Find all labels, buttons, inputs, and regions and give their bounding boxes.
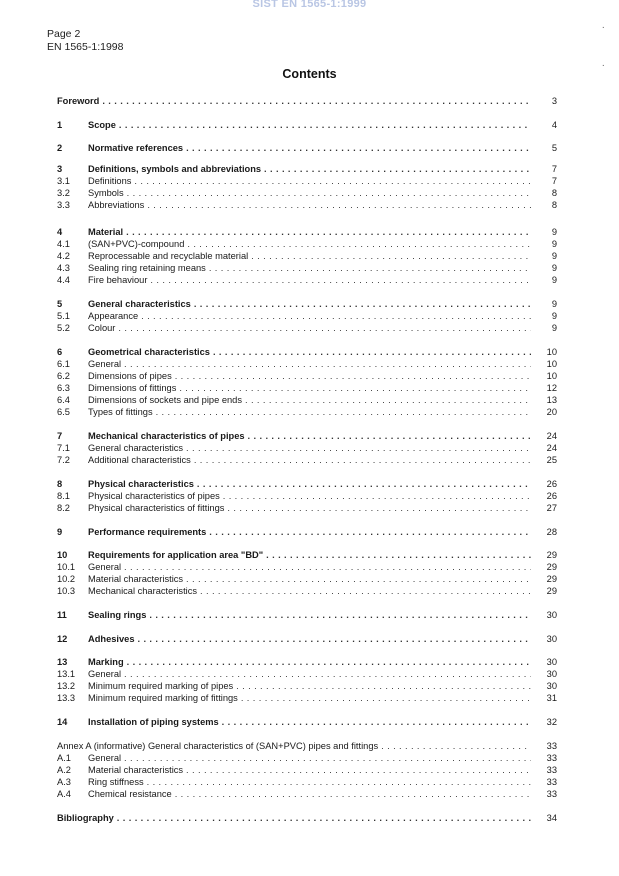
toc-entry-title: Definitions, symbols and abbreviations . . .: [88, 163, 531, 176]
toc-entry-page: 24: [546, 443, 557, 453]
toc-entry-number: 3: [57, 164, 63, 174]
toc-entry-number: 7.1: [57, 443, 70, 453]
toc-entry-page: 8: [551, 188, 557, 198]
toc-entry-title: Types of fittings . . .: [88, 406, 531, 419]
toc-entry: [57, 609, 557, 622]
toc-entry-title: (SAN+PVC)-compound . . .: [88, 238, 531, 251]
toc-entry-number: 8.2: [57, 503, 70, 513]
toc-entry-page: 25: [546, 455, 557, 465]
toc-entry-title: Physical characteristics of fittings . . .: [88, 502, 531, 515]
toc-entry-page: 31: [546, 693, 557, 703]
toc-entry-page: 30: [546, 657, 557, 667]
toc-entry-page: 24: [546, 431, 557, 441]
toc-entry-page: 30: [546, 669, 557, 679]
toc-entry-number: A.4: [57, 789, 71, 799]
toc-entry-number: 5: [57, 299, 63, 309]
toc-entry-title: Material . . .: [88, 226, 531, 239]
toc-entry-title: Physical characteristics . . .: [88, 478, 531, 491]
toc-entry-page: 34: [546, 813, 557, 823]
toc-entry-title: Scope . . .: [88, 119, 531, 132]
toc-entry-page: 4: [551, 120, 557, 130]
toc-entry-page: 12: [546, 383, 557, 393]
toc-entry-page: 29: [546, 562, 557, 572]
toc-entry-title: Mechanical characteristics . . .: [88, 585, 531, 598]
toc-entry: [57, 95, 557, 108]
toc-entry-page: 3: [551, 96, 557, 106]
toc-entry-page: 10: [546, 347, 557, 357]
toc-entry-number: 2: [57, 143, 63, 153]
toc-entry-number: 1: [57, 120, 63, 130]
toc-entry-number: 4.2: [57, 251, 70, 261]
toc-entry: [57, 199, 557, 212]
toc-entry-page: 7: [551, 164, 557, 174]
toc-entry-page: 9: [551, 299, 557, 309]
toc-entry-number: 13.2: [57, 681, 76, 691]
toc-entry: [57, 406, 557, 419]
toc-entry-page: 10: [546, 371, 557, 381]
toc-entry: [57, 322, 557, 335]
toc-entry-number: 6.4: [57, 395, 70, 405]
toc-entry-title: Performance requirements . . .: [88, 526, 531, 539]
toc-entry-page: 27: [546, 503, 557, 513]
toc-entry-title: Adhesives . . .: [88, 633, 531, 646]
toc-entry-page: 29: [546, 574, 557, 584]
toc-entry-number: 5.1: [57, 311, 70, 321]
toc-entry-title: Symbols . . .: [88, 187, 531, 200]
toc-entry-title: General . . .: [88, 561, 531, 574]
toc-entry-title: General . . .: [88, 358, 531, 371]
toc-entry: [57, 119, 557, 132]
toc-entry-number: 6.2: [57, 371, 70, 381]
toc-entry-title: General . . .: [88, 668, 531, 681]
toc-entry-page: 9: [551, 263, 557, 273]
toc-entry-number: 8: [57, 479, 63, 489]
toc-entry-title: Requirements for application area "BD" . . .: [88, 549, 531, 562]
toc-entry-page: 32: [546, 717, 557, 727]
toc-entry-number: 4.4: [57, 275, 70, 285]
toc-entry-title: Colour . . .: [88, 322, 531, 335]
toc-entry: [57, 633, 557, 646]
toc-entry: [57, 692, 557, 705]
margin-mark: ·: [601, 22, 605, 33]
toc-entry-title: Dimensions of fittings . . .: [88, 382, 531, 395]
toc-entry-title: Normative references . . .: [88, 142, 531, 155]
toc-entry-page: 7: [551, 176, 557, 186]
toc-entry-number: 3.3: [57, 200, 70, 210]
toc-entry-number: 12: [57, 634, 68, 644]
toc-entry-title: Marking . . .: [88, 656, 531, 669]
toc-entry-page: 9: [551, 311, 557, 321]
toc-entry-number: 13.1: [57, 669, 76, 679]
toc-entry-number: 6: [57, 347, 63, 357]
toc-entry-title: Ring stiffness . . .: [88, 776, 531, 789]
toc-entry-page: 8: [551, 200, 557, 210]
toc-entry-number: 11: [57, 610, 67, 620]
toc-entry-page: 29: [546, 550, 557, 560]
toc-entry-page: 33: [546, 777, 557, 787]
toc-entry-page: 10: [546, 359, 557, 369]
toc-entry-title: Installation of piping systems . . .: [88, 716, 531, 729]
page-number: Page 2: [47, 28, 81, 40]
toc-entry-page: 9: [551, 227, 557, 237]
toc-entry: [57, 812, 557, 825]
toc-entry: [57, 788, 557, 801]
toc-entry-number: 7.2: [57, 455, 70, 465]
toc-entry: [57, 585, 557, 598]
toc-entry-number: A.3: [57, 777, 71, 787]
toc-entry-number: 9: [57, 527, 63, 537]
toc-entry-title: Chemical resistance . . .: [88, 788, 531, 801]
toc-entry-number: A.2: [57, 765, 71, 775]
toc-entry-page: 29: [546, 586, 557, 596]
toc-entry-title: Reprocessable and recyclable material . . .: [88, 250, 531, 263]
toc-entry-number: 6.5: [57, 407, 70, 417]
toc-entry-title: Bibliography . . .: [57, 812, 531, 825]
toc-entry-page: 30: [546, 634, 557, 644]
toc-entry-page: 13: [546, 395, 557, 405]
toc-entry-title: Mechanical characteristics of pipes . . .: [88, 430, 531, 443]
document-id: EN 1565-1:1998: [47, 41, 124, 53]
toc-entry-number: 4.3: [57, 263, 70, 273]
toc-entry-title: Appearance . . .: [88, 310, 531, 323]
toc-entry-title: Additional characteristics . . .: [88, 454, 531, 467]
toc-entry-title: Dimensions of pipes . . .: [88, 370, 531, 383]
toc-entry-title: General . . .: [88, 752, 531, 765]
toc-entry-number: 4: [57, 227, 63, 237]
toc-entry-page: 5: [551, 143, 557, 153]
toc-entry-number: 6.1: [57, 359, 70, 369]
toc-entry-title: Foreword . . .: [57, 95, 531, 108]
toc-entry-title: Definitions . . .: [88, 175, 531, 188]
toc-entry-title: Annex A (informative) General characteristics of (SAN+PVC) pipes and fittings . . .: [57, 740, 531, 753]
toc-entry-page: 9: [551, 239, 557, 249]
toc-entry-number: 13.3: [57, 693, 76, 703]
toc-entry-number: 10.3: [57, 586, 76, 596]
toc-entry-number: 10.1: [57, 562, 76, 572]
toc-entry-title: Material characteristics . . .: [88, 764, 531, 777]
toc-entry-page: 26: [546, 491, 557, 501]
toc-entry-page: 30: [546, 681, 557, 691]
toc-entry-page: 20: [546, 407, 557, 417]
toc-entry-title: Physical characteristics of pipes . . .: [88, 490, 531, 503]
page-title: Contents: [282, 67, 337, 81]
toc-entry-page: 9: [551, 323, 557, 333]
toc-entry: [57, 502, 557, 515]
toc-entry-title: Minimum required marking of fittings . . .: [88, 692, 531, 705]
toc-entry-title: Geometrical characteristics . . .: [88, 346, 531, 359]
toc-entry: [57, 142, 557, 155]
toc-entry-title: General characteristics . . .: [88, 298, 531, 311]
toc-entry: [57, 454, 557, 467]
toc-entry-number: 3.2: [57, 188, 70, 198]
toc-entry-number: 8.1: [57, 491, 70, 501]
toc-entry-title: Abbreviations . . .: [88, 199, 531, 212]
toc-entry-number: 3.1: [57, 176, 70, 186]
watermark: SIST EN 1565-1:1999: [252, 0, 367, 10]
toc-entry-number: 10.2: [57, 574, 76, 584]
toc-entry-title: General characteristics . . .: [88, 442, 531, 455]
toc-entry-number: 7: [57, 431, 63, 441]
toc-entry-page: 28: [546, 527, 557, 537]
toc-entry-title: Fire behaviour . . .: [88, 274, 531, 287]
toc-entry-title: Minimum required marking of pipes . . .: [88, 680, 531, 693]
toc-entry-number: 5.2: [57, 323, 70, 333]
toc-entry-title: Sealing rings . . .: [88, 609, 531, 622]
toc-entry-page: 33: [546, 741, 557, 751]
toc-entry-number: A.1: [57, 753, 71, 763]
toc-entry-number: 10: [57, 550, 68, 560]
toc-entry-title: Material characteristics . . .: [88, 573, 531, 586]
toc-entry-page: 33: [546, 753, 557, 763]
toc-entry-page: 26: [546, 479, 557, 489]
toc-entry-number: 13: [57, 657, 68, 667]
toc-entry-number: 6.3: [57, 383, 70, 393]
toc-entry-page: 33: [546, 765, 557, 775]
toc-entry-number: 14: [57, 717, 68, 727]
toc-entry: [57, 716, 557, 729]
toc-entry-number: 4.1: [57, 239, 70, 249]
toc-entry-page: 30: [546, 610, 557, 620]
toc-entry-page: 33: [546, 789, 557, 799]
margin-mark: ·: [601, 60, 605, 71]
toc-entry: [57, 274, 557, 287]
toc-entry-page: 9: [551, 275, 557, 285]
toc-entry: [57, 526, 557, 539]
toc-entry-title: Sealing ring retaining means . . .: [88, 262, 531, 275]
toc-entry-title: Dimensions of sockets and pipe ends . . .: [88, 394, 531, 407]
toc-entry-page: 9: [551, 251, 557, 261]
